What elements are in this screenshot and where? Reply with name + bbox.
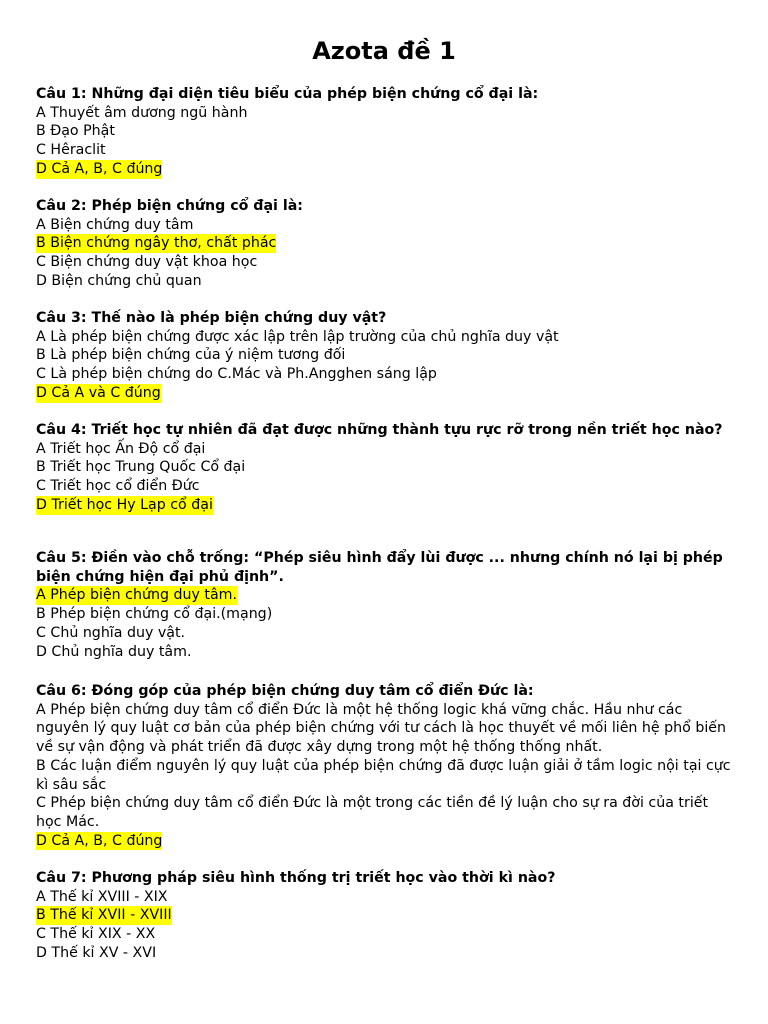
- answer-option: [36, 605, 736, 624]
- option-text: C Biện chứng duy vật khoa học: [36, 254, 258, 271]
- option-text: B Phép biện chứng cổ đại.(mạng): [36, 606, 273, 623]
- page-title: Azota đề 1: [312, 37, 456, 65]
- option-text: B Biện chứng ngây thơ, chất phác: [36, 235, 277, 252]
- answer-option: [36, 365, 736, 384]
- answer-option: [36, 272, 736, 291]
- answer-option: [36, 104, 736, 123]
- answer-option: [36, 925, 736, 944]
- question-block: [36, 682, 736, 850]
- answer-option: [36, 701, 736, 757]
- option-text: A Là phép biện chứng được xác lập trên lập trường của chủ nghĩa duy vật: [36, 328, 559, 345]
- answer-option: [36, 477, 736, 496]
- option-text: A Thế kỉ XVIII - XIX: [36, 888, 168, 905]
- option-text: D Chủ nghĩa duy tâm.: [36, 643, 192, 660]
- option-text: B Là phép biện chứng của ý niệm tương đối: [36, 347, 346, 364]
- option-text: D Cả A và C đúng: [36, 384, 161, 401]
- option-text: D Cả A, B, C đúng: [36, 832, 163, 849]
- answer-option: [36, 122, 736, 141]
- answer-option-correct: [36, 160, 162, 179]
- option-text: A Phép biện chứng duy tâm.: [36, 587, 237, 604]
- answer-option-correct: [36, 496, 213, 515]
- question-text: Câu 7: Phương pháp siêu hình thống trị triết học vào thời kì nào?: [36, 870, 556, 886]
- question-block: [36, 869, 736, 963]
- option-text: A Biện chứng duy tâm: [36, 216, 194, 233]
- option-text: C Triết học cổ điển Đức: [36, 478, 200, 495]
- option-text: D Thế kỉ XV - XVI: [36, 944, 157, 961]
- answer-option: [36, 440, 736, 459]
- question-block: [36, 85, 736, 179]
- option-text: C Là phép biện chứng do C.Mác và Ph.Angghen sáng lập: [36, 366, 437, 383]
- option-text: D Triết học Hy Lạp cổ đại: [36, 496, 213, 513]
- answer-option: [36, 643, 736, 662]
- option-text: C Hêraclit: [36, 142, 106, 159]
- answer-option: [36, 757, 736, 794]
- answer-option-correct: [36, 832, 162, 851]
- answer-option-correct: [36, 384, 161, 403]
- answer-option-correct: [36, 586, 237, 605]
- question-text: Câu 4: Triết học tự nhiên đã đạt được những thành tựu rực rỡ trong nền triết học nào?: [36, 422, 723, 438]
- answer-option: [36, 253, 736, 272]
- answer-option: [36, 888, 736, 907]
- answer-option: [36, 624, 736, 643]
- option-text: A Thuyết âm dương ngũ hành: [36, 104, 248, 121]
- question-block: [36, 421, 736, 515]
- question-text: Câu 2: Phép biện chứng cổ đại là:: [36, 198, 303, 214]
- option-text: C Chủ nghĩa duy vật.: [36, 624, 186, 641]
- option-text: B Các luận điểm nguyên lý quy luật của phép biện chứng đã được luận giải ở tầm logic nội tại cực kì sâu sắc: [36, 757, 731, 793]
- answer-option: [36, 458, 736, 477]
- option-text: A Phép biện chứng duy tâm cổ điển Đức là một hệ thống logic khá vững chắc. Hầu như các nguyên lý quy luật cơ bản của phép biện chứng với tư cách là học thuyết về mối liên hệ phổ biến về sự vận động và phát triển đã được xây dựng trong một hệ thống thống nhất.: [36, 701, 727, 756]
- answer-option: [36, 141, 736, 160]
- option-text: B Triết học Trung Quốc Cổ đại: [36, 459, 246, 476]
- option-text: C Thế kỉ XIX - XX: [36, 926, 156, 943]
- question-block: [36, 549, 736, 661]
- question-text: Câu 6: Đóng góp của phép biện chứng duy tâm cổ điển Đức là:: [36, 683, 534, 699]
- option-text: D Cả A, B, C đúng: [36, 160, 163, 177]
- option-text: C Phép biện chứng duy tâm cổ điển Đức là một trong các tiền đề lý luận cho sự ra đời của triết học Mác.: [36, 795, 709, 830]
- answer-option: [36, 328, 736, 347]
- answer-option: [36, 944, 736, 963]
- option-text: B Thế kỉ XVII - XVIII: [36, 907, 172, 924]
- option-text: A Triết học Ấn Độ cổ đại: [36, 440, 206, 457]
- question-text: Câu 5: Điền vào chỗ trống: “Phép siêu hình đẩy lùi được ... nhưng chính nó lại bị phép biện chứng hiện đại phủ định”.: [36, 550, 723, 585]
- option-text: B Đạo Phật: [36, 123, 115, 140]
- question-text: Câu 3: Thế nào là phép biện chứng duy vật?: [36, 310, 387, 326]
- answer-option: [36, 346, 736, 365]
- question-block: [36, 309, 736, 403]
- question-block: [36, 197, 736, 291]
- answer-option-correct: [36, 234, 276, 253]
- answer-option: [36, 794, 736, 831]
- option-text: D Biện chứng chủ quan: [36, 272, 202, 289]
- answer-option: [36, 216, 736, 235]
- question-text: Câu 1: Những đại diện tiêu biểu của phép biện chứng cổ đại là:: [36, 86, 539, 102]
- answer-option-correct: [36, 906, 172, 925]
